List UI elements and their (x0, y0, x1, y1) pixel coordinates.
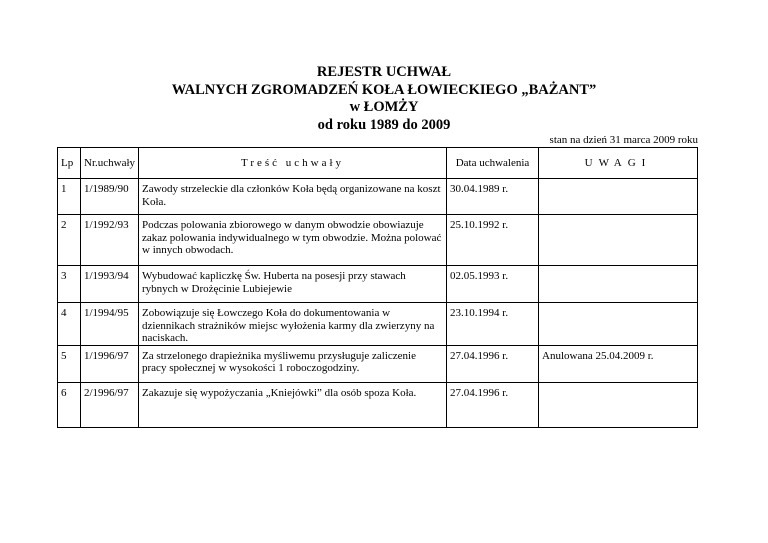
document-title (0, 64, 768, 134)
header-uwagi: UWAGI (539, 148, 698, 179)
cell-lp: 2 (58, 215, 81, 266)
table-row (58, 266, 698, 303)
cell-data: 27.04.1996 r. (447, 345, 539, 382)
cell-data: 02.05.1993 r. (447, 266, 539, 303)
title-line-1: REJESTR UCHWAŁ (316, 64, 452, 80)
cell-lp: 3 (58, 266, 81, 303)
cell-nr: 1/1992/93 (81, 215, 139, 266)
cell-uwagi (539, 266, 698, 303)
header-tresc: Treść uchwały (139, 148, 447, 179)
cell-uwagi (539, 215, 698, 266)
table-row (58, 345, 698, 382)
table-row (58, 215, 698, 266)
title-line-3: w ŁOMŻY (349, 99, 419, 115)
table-row (58, 303, 698, 346)
cell-lp: 5 (58, 345, 81, 382)
resolutions-table (57, 147, 698, 428)
table-row (58, 382, 698, 427)
header-nr: Nr.uchwały (81, 148, 139, 179)
header-data: Data uchwalenia (447, 148, 539, 179)
table-header-row (58, 148, 698, 179)
cell-data: 30.04.1989 r. (447, 179, 539, 215)
title-line-4: od roku 1989 do 2009 (317, 116, 451, 133)
cell-nr: 1/1996/97 (81, 345, 139, 382)
cell-nr: 2/1996/97 (81, 382, 139, 427)
cell-tresc: Zakazuje się wypożyczania „Kniejówki” dla osób spoza Koła. (139, 382, 447, 427)
cell-uwagi (539, 179, 698, 215)
status-date: stan na dzień 31 marca 2009 roku (549, 134, 698, 146)
cell-data: 23.10.1994 r. (447, 303, 539, 346)
cell-nr: 1/1994/95 (81, 303, 139, 346)
cell-nr: 1/1989/90 (81, 179, 139, 215)
cell-data: 25.10.1992 r. (447, 215, 539, 266)
table-row (58, 179, 698, 215)
cell-uwagi (539, 382, 698, 427)
header-lp: Lp (58, 148, 81, 179)
cell-tresc: Podczas polowania zbiorowego w danym obwodzie obowiazuje zakaz polowania indywidualnego w tym obwodzie. Można polować w innych obwodach. (139, 215, 447, 266)
cell-uwagi (539, 303, 698, 346)
cell-lp: 4 (58, 303, 81, 346)
cell-tresc: Wybudować kapliczkę Św. Huberta na posesji przy stawach rybnych w Drożęcinie Lubiejewie (139, 266, 447, 303)
cell-nr: 1/1993/94 (81, 266, 139, 303)
cell-lp: 6 (58, 382, 81, 427)
cell-tresc: Zobowiązuje się Łowczego Koła do dokumentowania w dziennikach strażników miejsc wyłożenia karmy dla zwierzyny na naciskach. (139, 303, 447, 346)
cell-tresc: Zawody strzeleckie dla członków Koła będą organizowane na koszt Koła. (139, 179, 447, 215)
cell-uwagi: Anulowana 25.04.2009 r. (539, 345, 698, 382)
cell-lp: 1 (58, 179, 81, 215)
title-line-2: WALNYCH ZGROMADZEŃ KOŁA ŁOWIECKIEGO „BAŻANT” (171, 81, 597, 98)
cell-data: 27.04.1996 r. (447, 382, 539, 427)
cell-tresc: Za strzelonego drapieżnika myśliwemu przysługuje zaliczenie pracy społecznej w wysokości 1 roboczogodziny. (139, 345, 447, 382)
